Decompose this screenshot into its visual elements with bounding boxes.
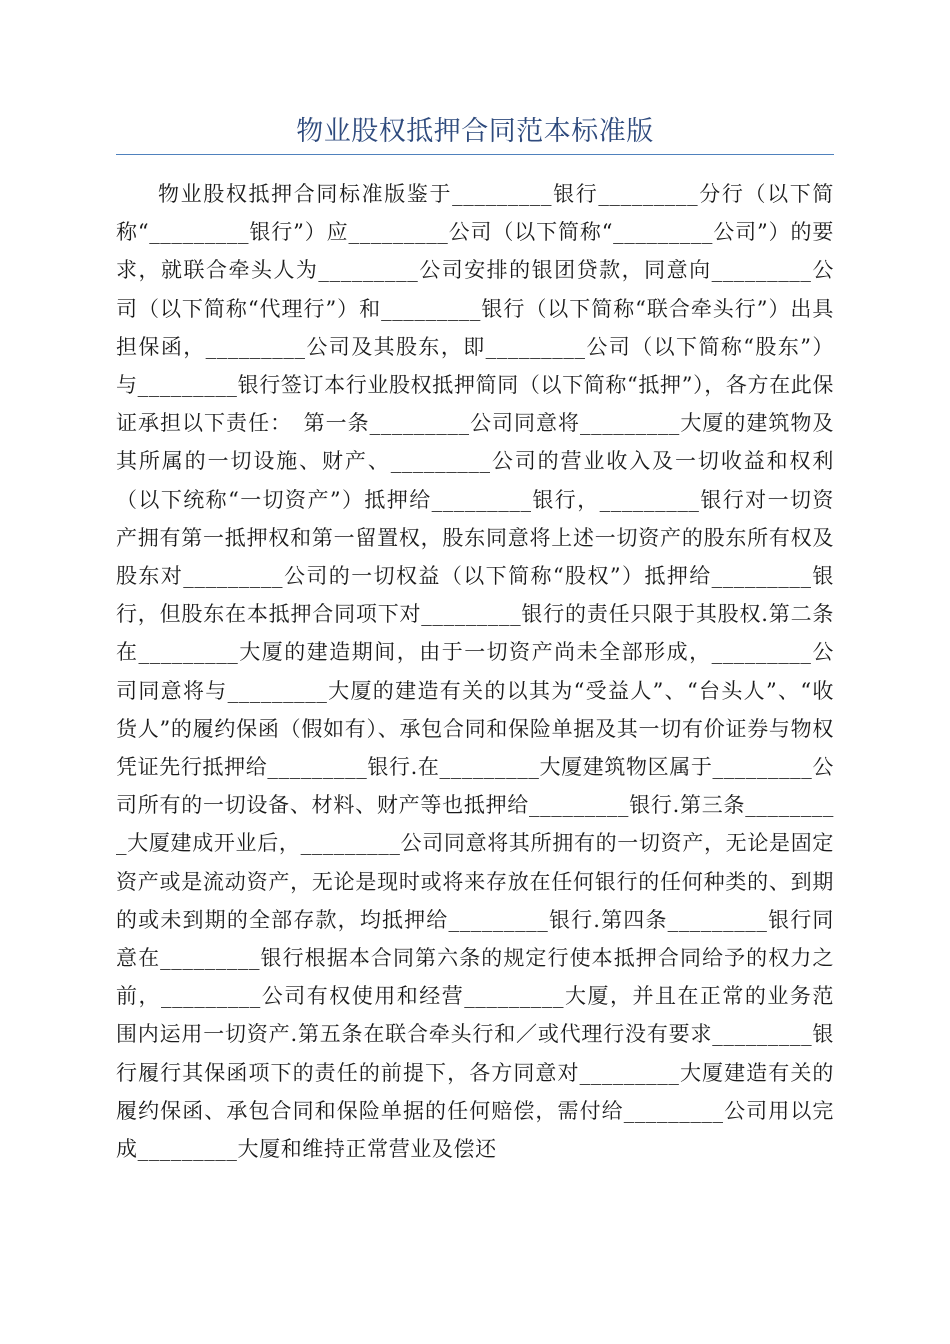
title-underline	[116, 154, 834, 155]
document-title: 物业股权抵押合同范本标准版	[296, 116, 654, 147]
body-paragraph: 物业股权抵押合同标准版鉴于_________银行_________分行（以下简称“_________银行”）应_________公司（以下简称“_________公司”）的要求，就联合牵头人为_________公司安排的银团贷款，同意向_________公司（以下简称“代理行”）和_________银行（以下简称“联合牵头行”）出具担保函，_________公司及其股东，即_________公司（以下简称“股东”）与_________银行签订本行业股权抵押简同（以下简称“抵押”），各方在此保证承担以下责任： 第一条_________公司同意将_________大厦的建筑物及其所属的一切设施、财产、_________公司的营业收入及一切收益和权利（以下统称“一切资产”）抵押给_________银行，_________银行对一切资产拥有第一抵押权和第一留置权，股东同意将上述一切资产的股东所有权及股东对_________公司的一切权益（以下简称“股权”）抵押给_________银行，但股东在本抵押合同项下对_________银行的责任只限于其股权.第二条在_________大厦的建造期间，由于一切资产尚未全部形成，_________公司同意将与_________大厦的建造有关的以其为“受益人”、“台头人”、“收货人”的履约保函（假如有）、承包合同和保险单据及其一切有价证券与物权凭证先行抵押给_________银行.在_________大厦建筑物区属于_________公司所有的一切设备、材料、财产等也抵押给_________银行.第三条_________大厦建成开业后，_________公司同意将其所拥有的一切资产，无论是固定资产或是流动资产，无论是现时或将来存放在任何银行的任何种类的、到期的或未到期的全部存款，均抵押给_________银行.第四条_________银行同意在_________银行根据本合同第六条的规定行使本抵押合同给予的权力之前，_________公司有权使用和经营_________大厦，并且在正常的业务范围内运用一切资产.第五条在联合牵头行和／或代理行没有要求_________银行履行其保函项下的责任的前提下，各方同意对_________大厦建造有关的履约保函、承包合同和保险单据的任何赔偿，需付给_________公司用以完成_________大厦和维持正常营业及偿还	[116, 182, 834, 1162]
